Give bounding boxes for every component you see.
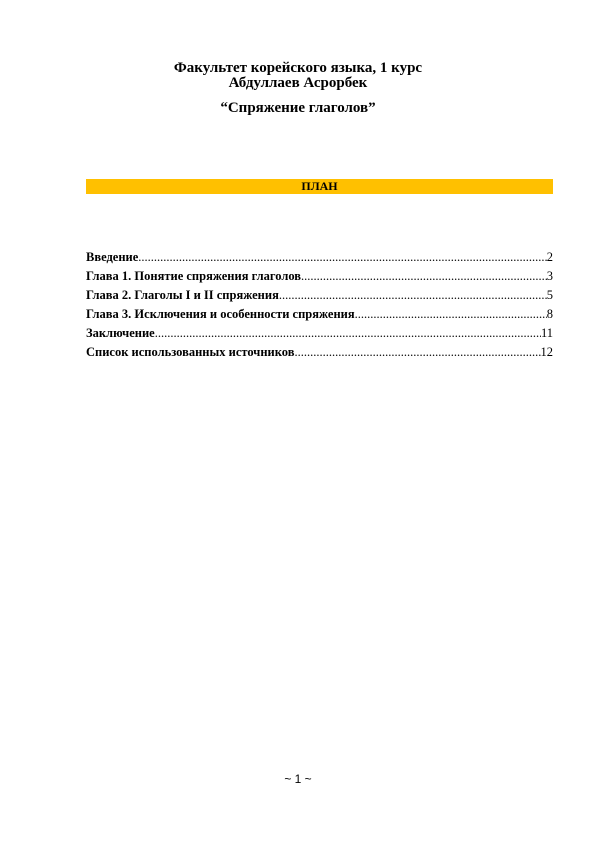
faculty-heading: Факультет корейского языка, 1 курс: [173, 60, 423, 76]
author-name: Абдуллаев Асрорбек: [228, 75, 368, 91]
toc-dot-leader: [355, 305, 547, 324]
toc-item-title: Введение: [86, 250, 139, 264]
toc-item-title: Глава 1. Понятие спряжения глаголов: [86, 269, 302, 283]
toc-item-page: 11: [540, 326, 553, 340]
toc-item-chapter-2: [86, 286, 553, 305]
toc-item-chapter-3: [86, 305, 553, 324]
toc-item-conclusion: [86, 324, 553, 343]
toc-item-page: 8: [546, 307, 553, 321]
toc-item-title: Список использованных источников: [86, 345, 295, 359]
table-of-contents: [86, 248, 553, 362]
toc-item-page: 3: [546, 269, 553, 283]
toc-item-chapter-1: [86, 267, 553, 286]
toc-item-page: 12: [540, 345, 553, 359]
toc-item-page: 2: [546, 250, 553, 264]
toc-dot-leader: [279, 286, 547, 305]
toc-dot-leader: [294, 343, 540, 362]
toc-item-title: Глава 2. Глаголы I и II спряжения: [86, 288, 279, 302]
toc-item-sources: [86, 343, 553, 362]
toc-item-page: 5: [546, 288, 553, 302]
page-number: ~ 1 ~: [284, 772, 312, 786]
toc-item-introduction: [86, 248, 553, 267]
plan-heading: ПЛАН: [86, 179, 553, 194]
toc-dot-leader: [138, 248, 546, 267]
toc-item-title: Глава 3. Исключения и особенности спряжения: [86, 307, 355, 321]
topic-title: “Спряжение глаголов”: [220, 100, 376, 116]
toc-item-title: Заключение: [86, 326, 155, 340]
toc-dot-leader: [155, 324, 541, 343]
toc-dot-leader: [301, 267, 547, 286]
